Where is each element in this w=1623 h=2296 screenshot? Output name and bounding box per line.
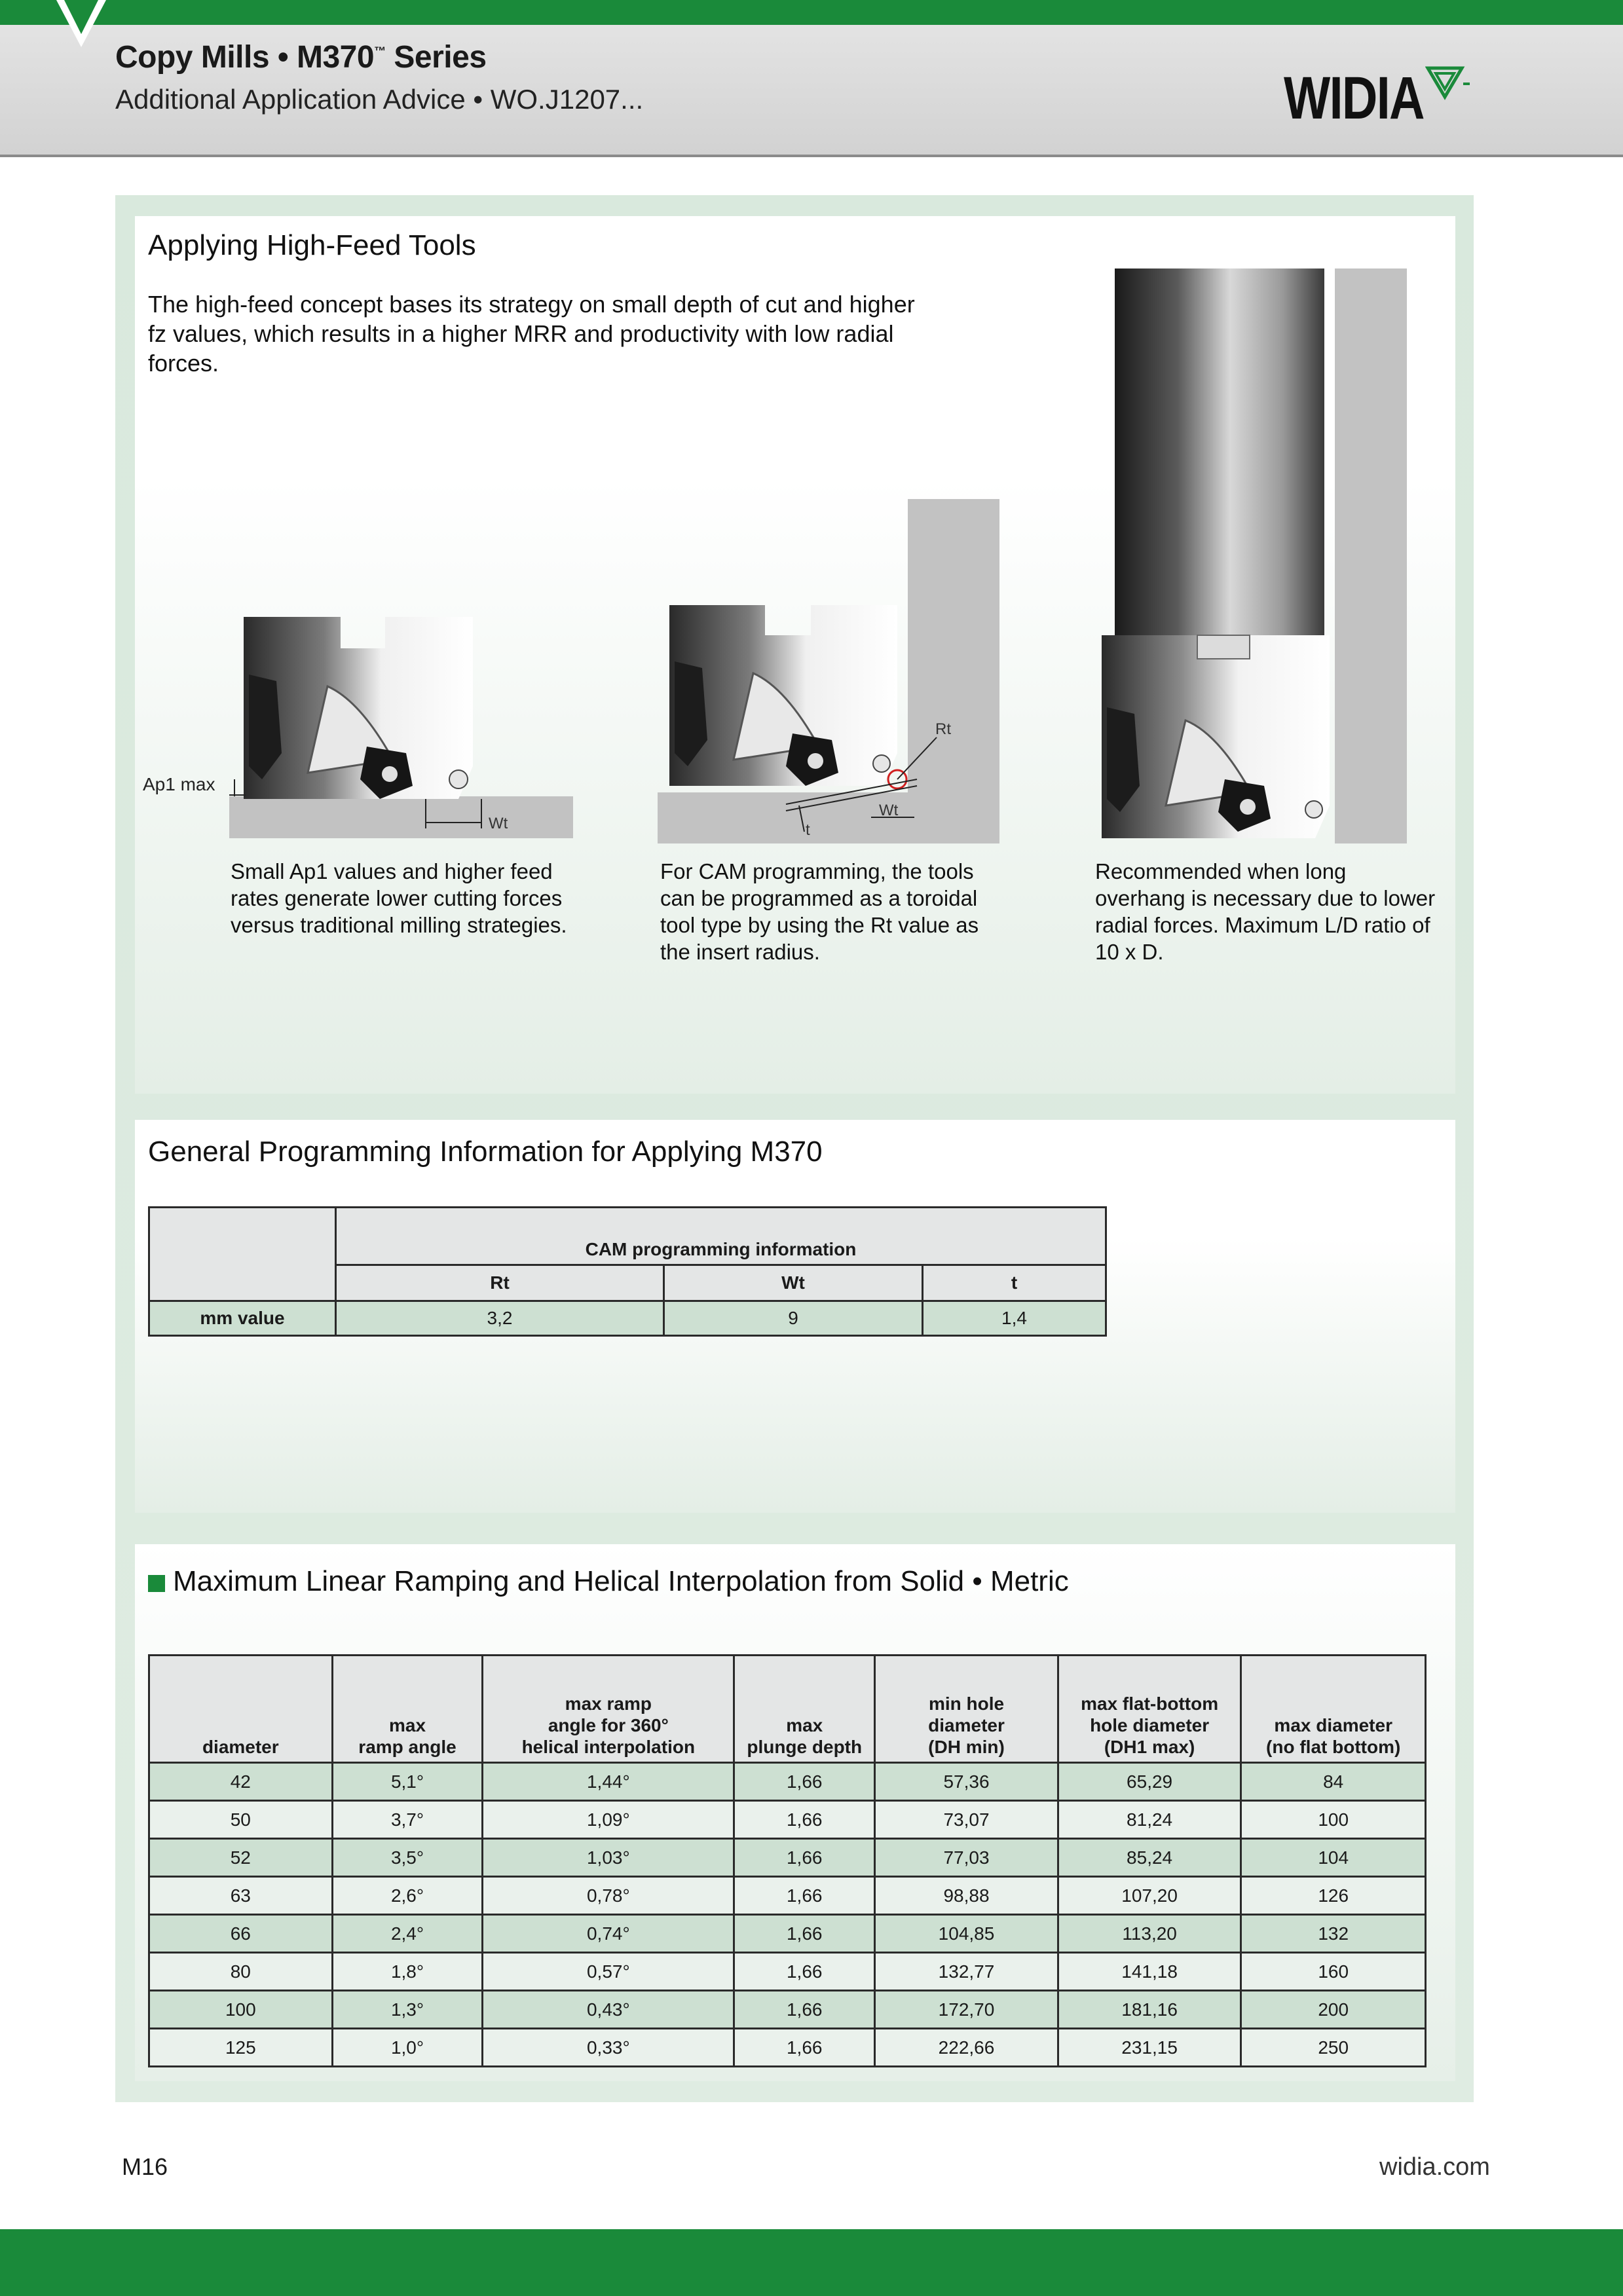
table-cell: 65,29 xyxy=(1058,1763,1241,1801)
ramp-header-line: plunge depth xyxy=(747,1737,863,1757)
table-cell: 2,4° xyxy=(332,1915,483,1953)
green-square-icon xyxy=(148,1575,165,1592)
table-cell: 141,18 xyxy=(1058,1953,1241,1991)
widia-logo xyxy=(1284,64,1480,136)
table-cell: 200 xyxy=(1241,1991,1426,2029)
cam-row-label: mm value xyxy=(149,1301,336,1336)
table-row xyxy=(149,1801,1426,1839)
ramp-col-header xyxy=(875,1656,1058,1763)
page-number: M16 xyxy=(122,2153,168,2180)
table-cell: 1,8° xyxy=(332,1953,483,1991)
table-cell: 222,66 xyxy=(875,2029,1058,2067)
ramp-header-line: (DH1 max) xyxy=(1104,1737,1195,1757)
cam-table xyxy=(148,1206,1107,1337)
ramp-header-line: diameter xyxy=(928,1715,1005,1735)
table-cell: 57,36 xyxy=(875,1763,1058,1801)
table-cell: 172,70 xyxy=(875,1991,1058,2029)
table-cell: 81,24 xyxy=(1058,1801,1241,1839)
table-cell: 42 xyxy=(149,1763,333,1801)
table-cell: 1,66 xyxy=(734,1763,875,1801)
table-cell: 181,16 xyxy=(1058,1991,1241,2029)
caption-2: For CAM programming, the tools can be programmed as a toroidal tool type by using the Rt value as the insert radius. xyxy=(660,859,979,964)
table-row xyxy=(149,1877,1426,1915)
ramp-col-header xyxy=(1058,1656,1241,1763)
ramp-header-line: diameter xyxy=(202,1737,279,1757)
table-cell: 1,66 xyxy=(734,1953,875,1991)
table-cell: 80 xyxy=(149,1953,333,1991)
caption-3: Recommended when long overhang is necessary due to lower radial forces. Maximum L/D ratio of 10 x D. xyxy=(1095,859,1436,964)
table-cell: 98,88 xyxy=(875,1877,1058,1915)
ramp-col-header xyxy=(149,1656,333,1763)
table-cell: 0,33° xyxy=(483,2029,734,2067)
logo-text: WIDIA xyxy=(1284,65,1424,132)
page-title: Copy Mills • M370™ Series xyxy=(115,40,487,75)
cam-group-header: CAM programming information xyxy=(336,1208,1106,1265)
table-cell: 125 xyxy=(149,2029,333,2067)
ramp-col-header xyxy=(734,1656,875,1763)
ramp-col-header xyxy=(483,1656,734,1763)
logo-triangle-icon xyxy=(1425,64,1471,103)
ramp-header-line: max xyxy=(786,1715,823,1735)
tool-image-3 xyxy=(1087,262,1415,851)
cam-corner-cell xyxy=(149,1208,336,1301)
ramp-header-line: helical interpolation xyxy=(521,1737,696,1757)
table-cell: 84 xyxy=(1241,1763,1426,1801)
table-cell: 73,07 xyxy=(875,1801,1058,1839)
table-cell: 1,0° xyxy=(332,2029,483,2067)
table-cell: 104,85 xyxy=(875,1915,1058,1953)
table-cell: 1,03° xyxy=(483,1839,734,1877)
ramp-header-line: max xyxy=(388,1715,426,1735)
ramp-header-line: max ramp xyxy=(565,1694,652,1714)
table-row xyxy=(149,1915,1426,1953)
table-cell: 160 xyxy=(1241,1953,1426,1991)
table-cell: 85,24 xyxy=(1058,1839,1241,1877)
table-cell: 1,66 xyxy=(734,1915,875,1953)
label-t: t xyxy=(806,821,810,839)
ramp-header-line: (no flat bottom) xyxy=(1266,1737,1401,1757)
top-green-stripe xyxy=(0,0,1623,25)
table-cell: 1,44° xyxy=(483,1763,734,1801)
cam-value-wt: 9 xyxy=(664,1301,923,1336)
label-ap1-max: Ap1 max xyxy=(143,774,215,794)
table-cell: 1,09° xyxy=(483,1801,734,1839)
table-cell: 250 xyxy=(1241,2029,1426,2067)
ramp-header-line: (DH min) xyxy=(928,1737,1005,1757)
ramp-header-line: max diameter xyxy=(1274,1715,1392,1735)
corner-triangle-icon xyxy=(64,0,98,34)
table-cell: 132 xyxy=(1241,1915,1426,1953)
table-cell: 0,78° xyxy=(483,1877,734,1915)
table-cell: 5,1° xyxy=(332,1763,483,1801)
table-cell: 100 xyxy=(1241,1801,1426,1839)
table-cell: 77,03 xyxy=(875,1839,1058,1877)
table-cell: 0,74° xyxy=(483,1915,734,1953)
table-cell: 107,20 xyxy=(1058,1877,1241,1915)
table-cell: 0,43° xyxy=(483,1991,734,2029)
table-cell: 1,66 xyxy=(734,1991,875,2029)
bottom-green-bar xyxy=(0,2229,1623,2296)
table-cell: 1,66 xyxy=(734,2029,875,2067)
table-row xyxy=(149,2029,1426,2067)
cam-value-rt: 3,2 xyxy=(336,1301,664,1336)
table-cell: 100 xyxy=(149,1991,333,2029)
ramp-col-header xyxy=(332,1656,483,1763)
section-title-programming: General Programming Information for Applying M370 xyxy=(148,1136,823,1168)
table-cell: 126 xyxy=(1241,1877,1426,1915)
table-row xyxy=(149,1953,1426,1991)
table-cell: 63 xyxy=(149,1877,333,1915)
table-cell: 1,66 xyxy=(734,1839,875,1877)
table-cell: 1,66 xyxy=(734,1801,875,1839)
cam-col-wt: Wt xyxy=(664,1265,923,1301)
label-wt-1: Wt xyxy=(489,815,508,832)
table-row xyxy=(149,1763,1426,1801)
table-cell: 50 xyxy=(149,1801,333,1839)
section-title-ramping: Maximum Linear Ramping and Helical Interpolation from Solid • Metric xyxy=(148,1565,1069,1598)
tool-image-1 xyxy=(131,602,589,851)
cam-col-t: t xyxy=(923,1265,1106,1301)
table-cell: 3,7° xyxy=(332,1801,483,1839)
ramp-header-line: ramp angle xyxy=(358,1737,457,1757)
label-wt-2: Wt xyxy=(879,802,899,819)
table-cell: 1,66 xyxy=(734,1877,875,1915)
ramp-header-line: max flat-bottom xyxy=(1081,1694,1219,1714)
tool-image-2 xyxy=(655,498,1009,851)
table-cell: 0,57° xyxy=(483,1953,734,1991)
table-row xyxy=(149,1839,1426,1877)
ramp-col-header xyxy=(1241,1656,1426,1763)
table-cell: 104 xyxy=(1241,1839,1426,1877)
table-cell: 52 xyxy=(149,1839,333,1877)
section-title-high-feed: Applying High-Feed Tools xyxy=(148,229,476,261)
table-row xyxy=(149,1991,1426,2029)
cam-col-rt: Rt xyxy=(336,1265,664,1301)
intro-paragraph: The high-feed concept bases its strategy on small depth of cut and higher fz values, which results in a higher MRR and productivity with low radial forces. xyxy=(148,291,915,377)
ramp-header-line: angle for 360° xyxy=(548,1715,669,1735)
page-subtitle: Additional Application Advice • WO.J1207... xyxy=(115,84,644,115)
label-rt: Rt xyxy=(935,720,951,738)
table-cell: 66 xyxy=(149,1915,333,1953)
table-cell: 113,20 xyxy=(1058,1915,1241,1953)
website-link[interactable]: widia.com xyxy=(1379,2153,1490,2181)
ramp-header-line: min hole xyxy=(928,1694,1005,1714)
table-cell: 2,6° xyxy=(332,1877,483,1915)
ramp-header-line: hole diameter xyxy=(1090,1715,1210,1735)
table-cell: 1,3° xyxy=(332,1991,483,2029)
table-cell: 3,5° xyxy=(332,1839,483,1877)
cam-value-t: 1,4 xyxy=(923,1301,1106,1336)
table-cell: 231,15 xyxy=(1058,2029,1241,2067)
table-cell: 132,77 xyxy=(875,1953,1058,1991)
caption-1: Small Ap1 values and higher feed rates generate lower cutting forces versus traditional milling strategies. xyxy=(231,859,567,937)
ramping-table xyxy=(148,1654,1427,2067)
